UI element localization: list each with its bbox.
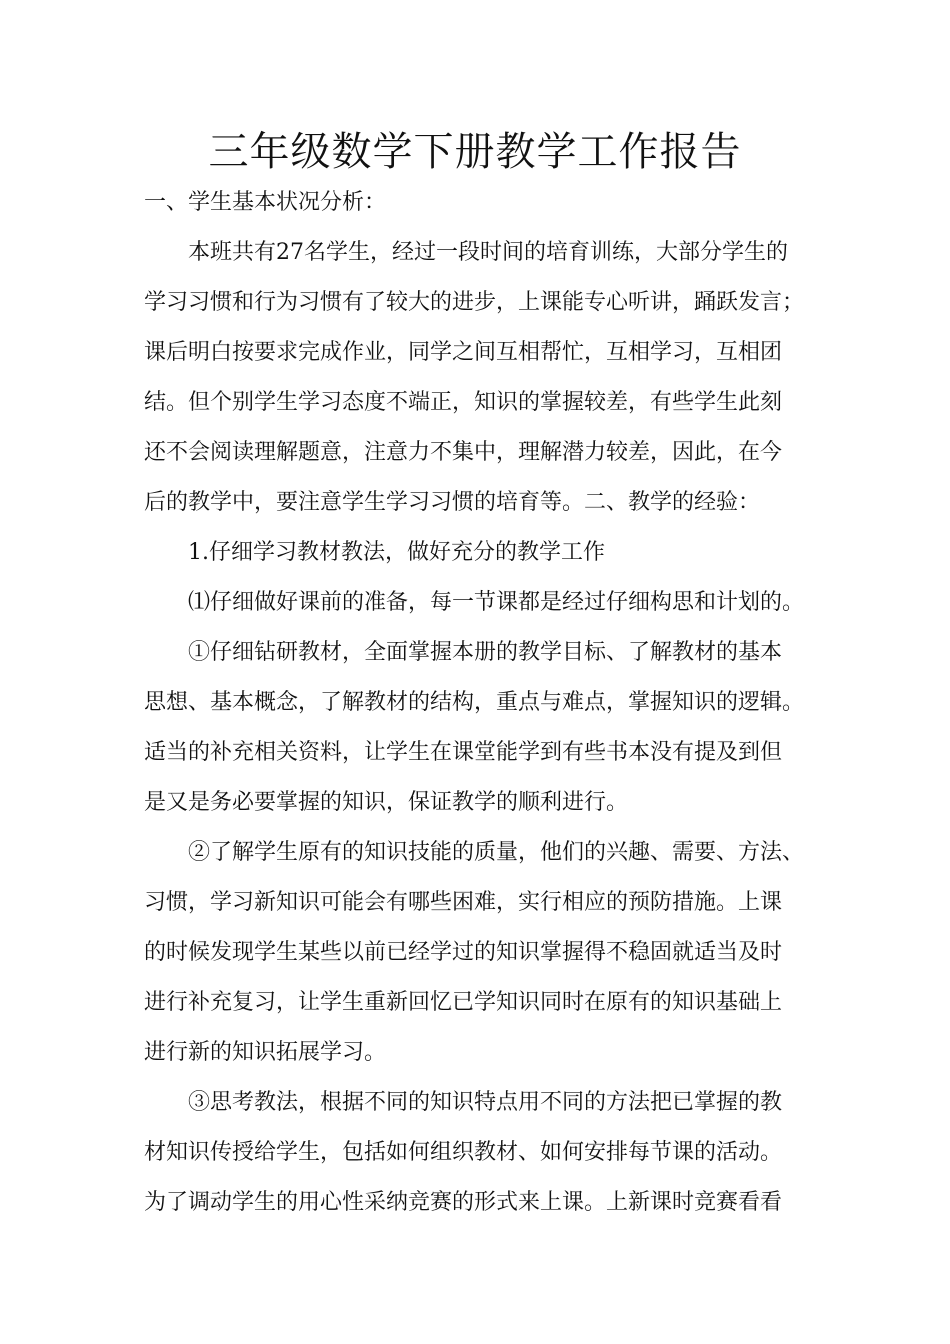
paragraph-line: 课后明白按要求完成作业，同学之间互相帮忙，互相学习，互相团 <box>144 340 783 365</box>
paragraph-line: 为了调动学生的用心性采纳竞赛的形式来上课。上新课时竞赛看看 <box>144 1190 783 1215</box>
paragraph-line: 材知识传授给学生，包括如何组织教材、如何安排每节课的活动。 <box>144 1140 783 1165</box>
paragraph-line: 的时候发现学生某些以前已经学过的知识掌握得不稳固就适当及时 <box>144 940 783 965</box>
paragraph-line: ⑴仔细做好课前的准备，每一节课都是经过仔细构思和计划的。 <box>188 590 805 615</box>
subheading-line: 1.仔细学习教材教法，做好充分的教学工作 <box>188 540 605 565</box>
paragraph-line: ②了解学生原有的知识技能的质量，他们的兴趣、需要、方法、 <box>188 840 805 865</box>
paragraph-line: 结。但个别学生学习态度不端正，知识的掌握较差，有些学生此刻 <box>144 390 783 415</box>
paragraph-line: 习惯，学习新知识可能会有哪些困难，实行相应的预防措施。上课 <box>144 890 783 915</box>
document-title: 三年级数学下册教学工作报告 <box>208 129 742 175</box>
paragraph-line: 后的教学中，要注意学生学习习惯的培育等。二、教学的经验： <box>144 490 761 515</box>
paragraph-line: 进行新的知识拓展学习。 <box>144 1040 387 1065</box>
paragraph-line: 本班共有27名学生，经过一段时间的培育训练，大部分学生的 <box>188 240 788 265</box>
paragraph-line: 还不会阅读理解题意，注意力不集中，理解潜力较差，因此，在今 <box>144 440 783 465</box>
paragraph-line: 学习习惯和行为习惯有了较大的进步，上课能专心听讲，踊跃发言； <box>144 290 805 315</box>
paragraph-line: 进行补充复习，让学生重新回忆已学知识同时在原有的知识基础上 <box>144 990 783 1015</box>
section-heading-student-analysis: 一、学生基本状况分析： <box>144 190 387 215</box>
paragraph-line: 适当的补充相关资料，让学生在课堂能学到有些书本没有提及到但 <box>144 740 783 765</box>
paragraph-line: ③思考教法，根据不同的知识特点用不同的方法把已掌握的教 <box>188 1090 783 1115</box>
paragraph-line: 是又是务必要掌握的知识，保证教学的顺利进行。 <box>144 790 629 815</box>
paragraph-line: 思想、基本概念，了解教材的结构，重点与难点，掌握知识的逻辑。 <box>144 690 805 715</box>
paragraph-line: ①仔细钻研教材，全面掌握本册的教学目标、了解教材的基本 <box>188 640 783 665</box>
